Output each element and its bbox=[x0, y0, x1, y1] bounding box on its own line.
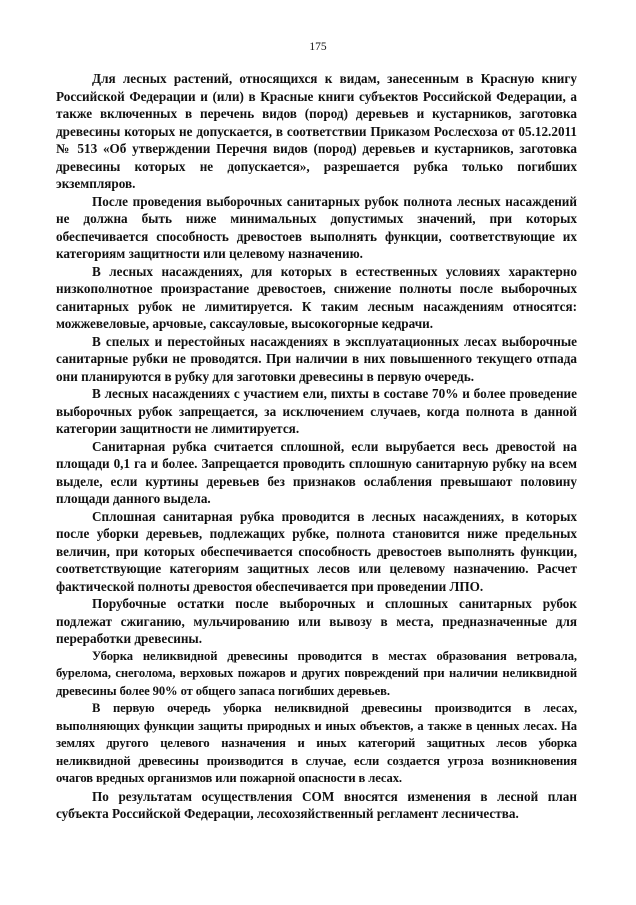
page-number: 175 bbox=[309, 41, 327, 53]
paragraph-nonmerchantable-wood-removal: Уборка неликвидной древесины проводится в местах образования ветровала, бурелома, снеголома, верховых пожаров и других повреждений при наличии неликвидной древесины более 90% от общего запаса погибших деревьев. bbox=[56, 648, 577, 698]
paragraph-low-density-stands: В лесных насаждениях, для которых в естественных условиях характерно низкополнотное произрастание древостоев, снижение полноты после выборочных санитарных рубок не лимитируется. К таким лесным насаждениям относятся: можжевеловые, арчовые, саксауловые, высокогорные кедрачи. bbox=[56, 263, 577, 331]
paragraph-forest-plan-changes: По результатам осуществления СОМ вносятся изменения в лесной план субъекта Российской Федерации, лесохозяйственный регламент лесничества. bbox=[56, 788, 577, 821]
paragraph-spruce-fir-stands: В лесных насаждениях с участием ели, пихты в составе 70% и более проведение выборочных рубок запрещается, за исключением случаев, когда полнота в данной категории защитности не лимитируется. bbox=[56, 386, 577, 436]
paragraph-red-book-species: Для лесных растений, относящихся к видам, занесенным в Красную книгу Российской Федерации и (или) в Красные книги субъектов Российской Федерации, а также включенных в перечень видов (пород) деревьев и кустарников, заготовка древесины которых не допускается, в соответствии Приказом Рослесхоза от 05.12.2011 № 513 «Об утверждении Перечня видов (пород) деревьев и кустарников, заготовка древесины которых не допускается», разрешается рубка только погибших экземпляров. bbox=[56, 71, 577, 191]
paragraph-priority-removal: В первую очередь уборка неликвидной древесины производится в лесах, выполняющих функции защиты природных и иных объектов, а также в ценных лесах. На землях другого целевого назначения и иных категорий защитных лесов уборка неликвидной древесины производится в случае, если создается угроза возникновения очагов вредных организмов или пожарной опасности в лесах. bbox=[56, 701, 577, 785]
paragraph-clear-sanitary-felling-conditions: Сплошная санитарная рубка проводится в лесных насаждениях, в которых после уборки деревьев, подлежащих рубке, полнота становится ниже предельных величин, при которых обеспечивается способность древостоев выполнять функции, соответствующие категориям защитных лесов или целевому назначению. Расчет фактической полноты древостоя обеспечивается при проведении ЛПО. bbox=[56, 508, 577, 594]
document-body bbox=[56, 70, 577, 823]
paragraph-selective-felling-density: После проведения выборочных санитарных рубок полнота лесных насаждений не должна быть ниже минимальных допустимых значений, при которых обеспечивается способность древостоев выполнять функции, соответствующие их категориям защитности или целевому назначению. bbox=[56, 193, 577, 261]
paragraph-mature-stands: В спелых и перестойных насаждениях в эксплуатационных лесах выборочные санитарные рубки не проводятся. При наличии в них повышенного текущего отпада они планируются в рубку для заготовки древесины в первую очередь. bbox=[56, 333, 577, 384]
paragraph-clear-sanitary-felling-definition: Санитарная рубка считается сплошной, если вырубается весь древостой на площади 0,1 га и более. Запрещается проводить сплошную санитарную рубку на всем выделе, если куртины деревьев без признаков ослабления превышают половину площади данного выдела. bbox=[56, 438, 577, 506]
paragraph-logging-residues: Порубочные остатки после выборочных и сплошных санитарных рубок подлежат сжиганию, мульчированию или вывозу в места, предназначенные для переработки древесины. bbox=[56, 596, 577, 646]
